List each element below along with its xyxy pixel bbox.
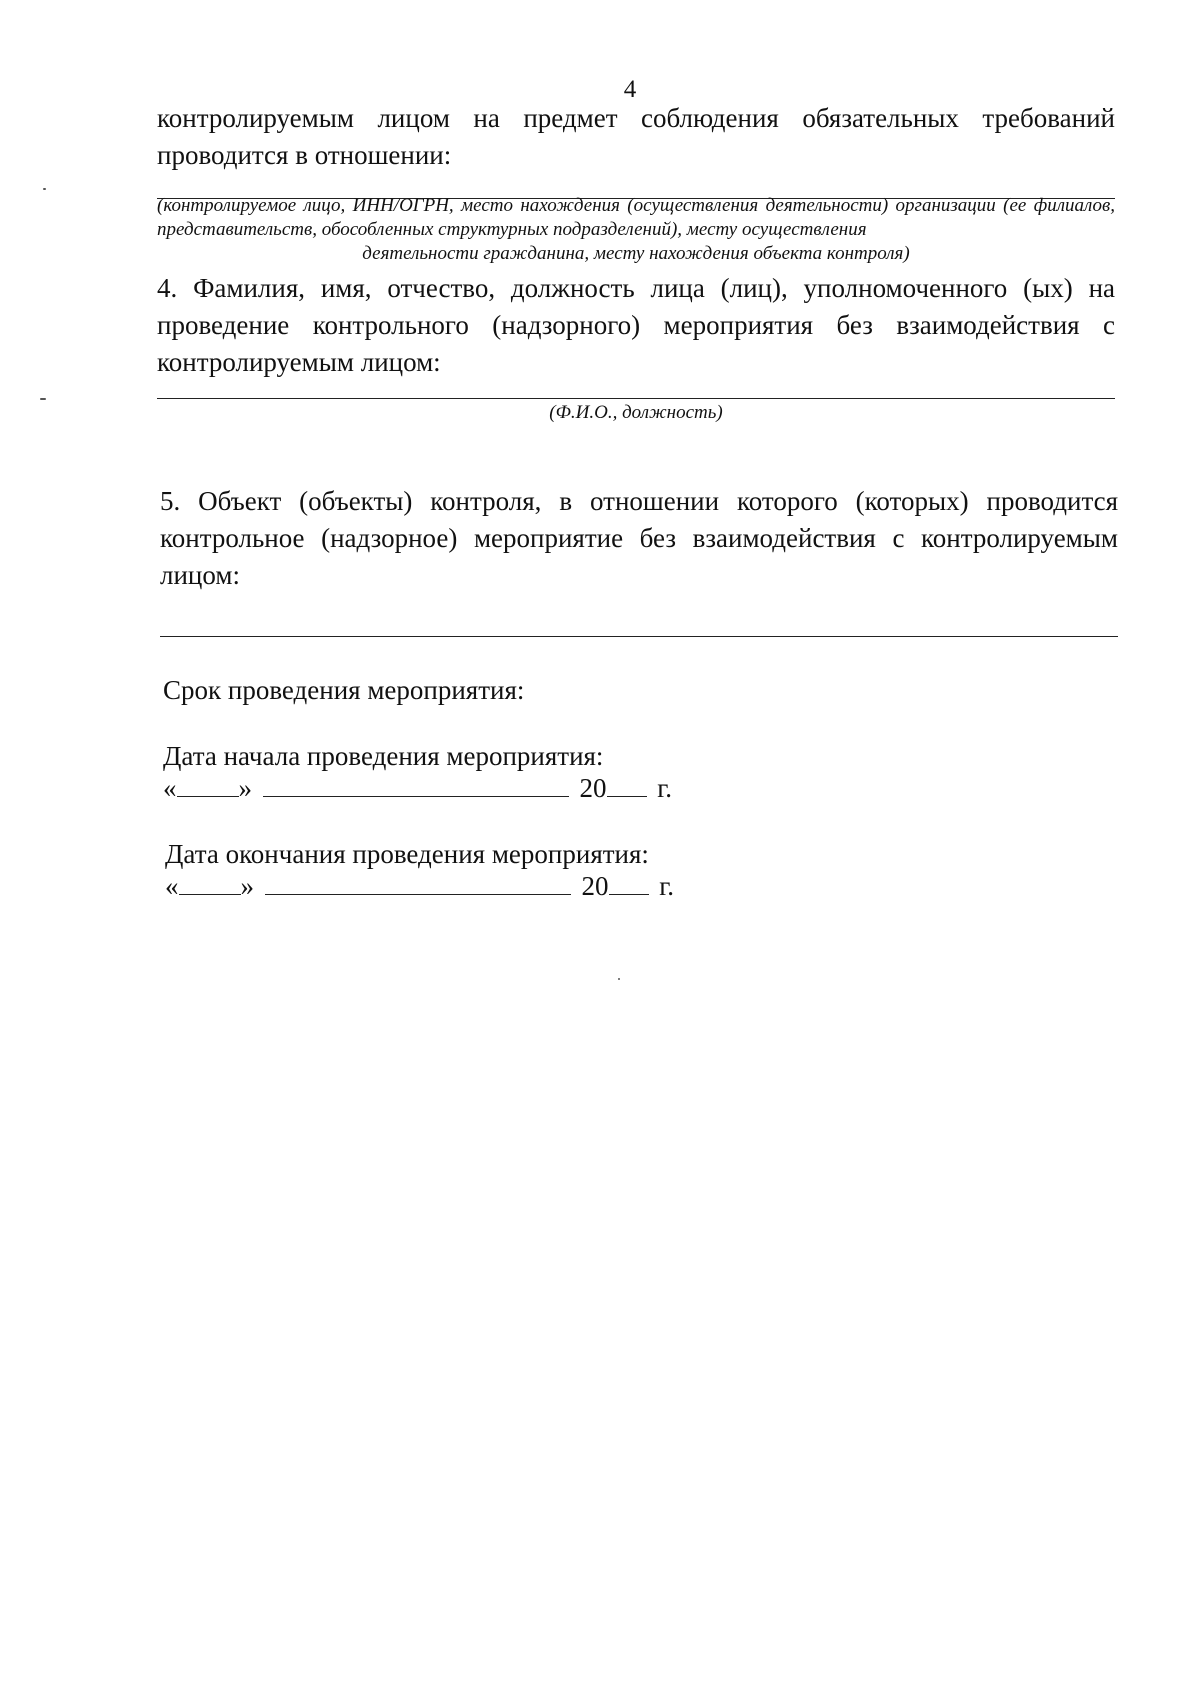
section4-text: 4. Фамилия, имя, отчество, должность лица (лиц), уполномоченного (ых) на проведение контрольного (надзорного) мероприятия без взаимодействия с контролируемым лицом: — [157, 273, 1115, 377]
end-year-prefix: 20 — [581, 871, 609, 901]
start-quote-close: » — [238, 773, 252, 803]
end-year-blank[interactable] — [609, 872, 649, 895]
page-number: 4 — [623, 76, 637, 103]
term-heading: Срок проведения мероприятия: — [163, 675, 525, 705]
end-day-blank[interactable] — [179, 872, 241, 895]
end-date-field — [165, 870, 674, 902]
section3-text: контролируемым лицом на предмет соблюдения обязательных требований проводится в отношении: — [157, 103, 1115, 170]
end-quote-open: « — [165, 871, 179, 901]
start-year-prefix: 20 — [579, 773, 607, 803]
start-month-blank[interactable] — [263, 774, 569, 797]
start-year-blank[interactable] — [607, 774, 647, 797]
end-date-label: Дата окончания проведения мероприятия: — [165, 839, 649, 869]
start-quote-open: « — [163, 773, 177, 803]
end-year-suffix: г. — [659, 871, 675, 901]
section4-caption: (Ф.И.О., должность) — [549, 402, 723, 423]
start-date-field — [163, 772, 672, 804]
start-year-suffix: г. — [657, 773, 673, 803]
scan-speck — [40, 398, 46, 400]
section4-fill-line — [157, 398, 1115, 399]
scan-speck — [43, 188, 46, 190]
end-quote-close: » — [240, 871, 254, 901]
start-day-blank[interactable] — [177, 774, 239, 797]
section3-caption — [157, 194, 1115, 266]
scan-speck — [618, 978, 620, 980]
start-date-label: Дата начала проведения мероприятия: — [163, 741, 604, 771]
end-month-blank[interactable] — [265, 872, 571, 895]
section3-caption-last: деятельности гражданина, месту нахождения объекта контроля) — [362, 243, 910, 264]
section5-text: 5. Объект (объекты) контроля, в отношении которого (которых) проводится контрольное (надзорное) мероприятие без взаимодействия с контролируемым лицом: — [160, 486, 1118, 590]
section5-fill-line — [160, 636, 1118, 637]
section3-caption-main: (контролируемое лицо, ИНН/ОГРН, место нахождения (осуществления деятельности) организации (ее филиалов, представительств, обособленных структурных подразделений), месту осуществления — [157, 195, 1115, 240]
